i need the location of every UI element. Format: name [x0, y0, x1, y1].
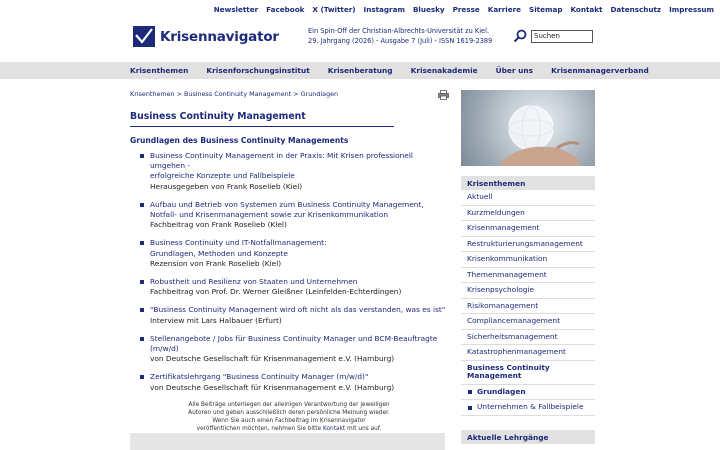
- disclaimer-text: veröffentlichen möchten, nehmen Sie bitte: [196, 426, 323, 433]
- sidebar-item-katastrophenmanagement[interactable]: Katastrophenmanagement: [461, 345, 595, 361]
- tagline-line-1: Ein Spin-Off der Christian-Albrechts-Universität zu Kiel.: [308, 27, 490, 35]
- mainnav-krisenakademie[interactable]: Krisenakademie: [410, 66, 478, 75]
- article-author: Fachbeitrag von Prof. Dr. Werner Gleißner (Leinfelden-Echterdingen): [150, 287, 402, 297]
- site-logo[interactable]: [133, 26, 279, 47]
- printer-icon[interactable]: [438, 90, 449, 100]
- mainnav-krisenberatung[interactable]: Krisenberatung: [327, 66, 393, 75]
- article-link[interactable]: [150, 200, 448, 220]
- sidebar-item-risikomanagement[interactable]: Risikomanagement: [461, 299, 595, 315]
- sidebar-item-compliancemanagement[interactable]: Compliancemanagement: [461, 314, 595, 330]
- tagline-line-2: 29. Jahrgang (2026) - Ausgabe 7 (Juli) - ISSN 1619-2389: [308, 36, 493, 45]
- article-link[interactable]: [150, 151, 448, 182]
- sidebar-item-restrukturierungsmanagement[interactable]: Restrukturierungsmanagement: [461, 237, 595, 253]
- topnav-sitemap[interactable]: Sitemap: [529, 5, 563, 14]
- disclaimer-text: mit uns auf.: [345, 426, 382, 433]
- article-link[interactable]: [150, 372, 448, 382]
- article-author: Herausgegeben von Frank Roselieb (Kiel): [150, 181, 303, 191]
- article-link-line: Stellenangebote / Jobs für Business Continuity Manager und BCM-Beauftragte: [150, 333, 438, 343]
- topnav-bluesky[interactable]: Bluesky: [412, 5, 445, 14]
- topnav-twitter[interactable]: X (Twitter): [312, 5, 356, 14]
- article-link-line: Zertifikatslehrgang "Business Continuity Manager (m/w/d)": [150, 372, 369, 382]
- article-link-line: Aufbau und Betrieb von Systemen zum Business Continuity Management,: [150, 199, 424, 209]
- list-item: [138, 305, 448, 325]
- sidebar-item-business-continuity[interactable]: Business Continuity Management: [461, 361, 595, 385]
- topnav-presse[interactable]: Presse: [452, 5, 480, 14]
- info-box: [130, 433, 445, 450]
- article-link-line: Robustheit und Resilienz von Staaten und Unternehmen: [150, 277, 358, 287]
- sidebar-item-krisenkommunikation[interactable]: Krisenkommunikation: [461, 252, 595, 268]
- mainnav-krisenmanagerverband[interactable]: Krisenmanagerverband: [551, 66, 649, 75]
- topnav-newsletter[interactable]: Newsletter: [213, 5, 259, 14]
- topnav-kontakt[interactable]: Kontakt: [570, 5, 603, 14]
- sidebar-heading[interactable]: Krisenthemen: [461, 176, 595, 190]
- article-link[interactable]: [150, 334, 448, 354]
- main-content: [130, 90, 448, 434]
- article-link-line: Business Continuity Management in der Praxis: Mit Krisen professionell umgehen -: [150, 151, 413, 171]
- disclaimer-line: Autoren und geben ausschließlich deren persönliche Meinung wieder.: [188, 410, 390, 417]
- page-title: Business Continuity Management: [130, 111, 394, 127]
- sidebar: [461, 176, 595, 444]
- search-input[interactable]: [531, 30, 593, 43]
- magnifier-icon[interactable]: [513, 29, 527, 43]
- topnav-facebook[interactable]: Facebook: [266, 5, 305, 14]
- list-item: [138, 334, 448, 365]
- article-link[interactable]: [150, 305, 448, 315]
- disclaimer: [130, 401, 448, 434]
- sidebar-subitem-unternehmen[interactable]: Unternehmen & Fallbeispiele: [461, 400, 595, 416]
- list-item: [138, 372, 448, 392]
- sidebar-heading-lehrgaenge[interactable]: Aktuelle Lehrgänge: [461, 430, 595, 444]
- sidebar-item-krisenpsychologie[interactable]: Krisenpsychologie: [461, 283, 595, 299]
- article-author: von Deutsche Gesellschaft für Krisenmanagement e.V. (Hamburg): [150, 354, 395, 364]
- sidebar-item-kurzmeldungen[interactable]: Kurzmeldungen: [461, 206, 595, 222]
- sidebar-list: [461, 190, 595, 416]
- article-author: Rezension von Frank Roselieb (Kiel): [150, 258, 282, 268]
- list-item: [138, 151, 448, 192]
- sidebar-item-themenmanagement[interactable]: Themenmanagement: [461, 268, 595, 284]
- article-link-line: "Business Continuity Management wird oft nicht als das verstanden, was es ist": [150, 305, 446, 315]
- logo-text: Krisennavigator: [160, 28, 279, 45]
- sidebar-item-sicherheitsmanagement[interactable]: Sicherheitsmanagement: [461, 330, 595, 346]
- article-author: Fachbeitrag von Frank Roselieb (Kiel): [150, 220, 287, 230]
- mainnav-krisenforschungsinstitut[interactable]: Krisenforschungsinstitut: [206, 66, 310, 75]
- article-link-line: Notfall- und Krisenmanagement sowie zur Krisenkommunikation: [150, 210, 389, 220]
- hand-globe-icon: [461, 90, 595, 166]
- article-link-line: Business Continuity und IT-Notfallmanagement:: [150, 238, 327, 248]
- section-title: Grundlagen des Business Continuity Managements: [130, 136, 349, 145]
- sidebar-subitem-grundlagen[interactable]: Grundlagen: [461, 385, 595, 401]
- article-list: [138, 151, 448, 393]
- mainnav-ueber-uns[interactable]: Über uns: [495, 66, 534, 75]
- article-author: Interview mit Lars Halbauer (Erfurt): [150, 315, 282, 325]
- tagline: [308, 27, 492, 46]
- article-link[interactable]: [150, 277, 448, 287]
- article-link-line: erfolgreiche Konzepte und Fallbeispiele: [150, 171, 295, 181]
- contact-link[interactable]: Kontakt: [323, 426, 346, 433]
- topnav-instagram[interactable]: Instagram: [363, 5, 405, 14]
- topnav-karriere[interactable]: Karriere: [487, 5, 522, 14]
- disclaimer-line: Alle Beiträge unterliegen der alleinigen Verantwortung der jeweiligen: [188, 401, 390, 408]
- breadcrumb[interactable]: Krisenthemen > Business Continuity Management > Grundlagen: [130, 90, 339, 98]
- hero-image: [461, 90, 595, 166]
- list-item: [138, 238, 448, 269]
- sidebar-item-krisenmanagement[interactable]: Krisenmanagement: [461, 221, 595, 237]
- article-link[interactable]: [150, 238, 448, 258]
- list-item: [138, 200, 448, 231]
- list-item: [138, 277, 448, 297]
- sidebar-item-aktuell[interactable]: Aktuell: [461, 190, 595, 206]
- mainnav-krisenthemen[interactable]: Krisenthemen: [130, 66, 189, 75]
- main-navigation: [0, 62, 720, 79]
- search-box: [513, 29, 593, 43]
- disclaimer-line: Wenn Sie auch einen Fachbeitrag im Krisennavigator: [212, 418, 366, 425]
- topnav-datenschutz[interactable]: Datenschutz: [610, 5, 662, 14]
- article-link-line: (m/w/d): [150, 344, 179, 354]
- logo-check-icon: [133, 26, 155, 47]
- top-navigation: [214, 5, 714, 14]
- article-author: von Deutsche Gesellschaft für Krisenmanagement e.V. (Hamburg): [150, 382, 395, 392]
- article-link-line: Grundlagen, Methoden und Konzepte: [150, 248, 288, 258]
- topnav-impressum[interactable]: Impressum: [669, 5, 714, 14]
